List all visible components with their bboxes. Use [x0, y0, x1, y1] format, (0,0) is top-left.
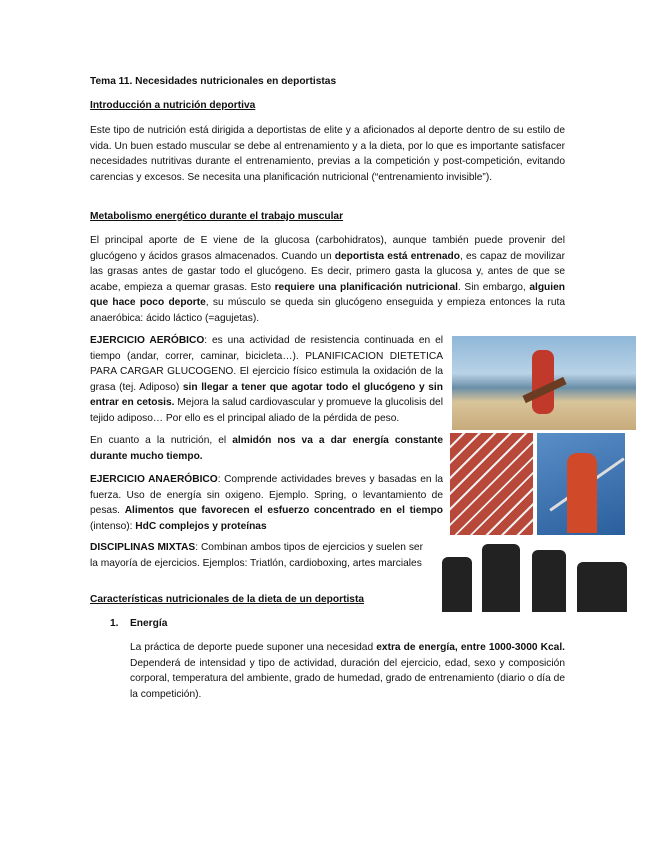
- bold-text-segment: EJERCICIO ANAERÓBICO: [90, 474, 218, 485]
- bold-text-segment: DISCIPLINAS MIXTAS: [90, 542, 196, 553]
- text-segment: Dependerá de intensidad y tipo de actividad, duración del ejercicio, edad, sexo y composición corporal, temperatura del ambiente, grado de humedad, grado de entrenamiento (diario o día de la competición).: [130, 657, 565, 700]
- paragraph-metabolismo: [90, 233, 565, 327]
- bold-text-segment: sin llegar a tener que agotar todo el glucógeno y sin entrar en cetosis.: [90, 381, 443, 409]
- bold-text-segment: EJERCICIO AERÓBICO: [90, 335, 205, 346]
- text-segment: : Comprende actividades breves y basadas en la fuerza. Uso de energía sin oxigeno. Ejemplo. Spring, o levantamiento de pesas.: [90, 474, 443, 517]
- text-segment: , su músculo se queda sin glucógeno enseguida y empieza entonces la ruta anaeróbica: ácido láctico (=agujetas).: [90, 297, 565, 324]
- text-segment: : Combinan ambos tipos de ejercicios y suelen ser la mayoría de ejercicios. Ejemplos: Triatlón, cardioboxing, artes marciales: [90, 542, 423, 569]
- javelin-thrower-photo: [537, 433, 625, 535]
- text-segment: La práctica de deporte puede suponer una necesidad: [130, 642, 377, 653]
- list-title-energia: Energía: [130, 618, 168, 629]
- text-segment: . Sin embargo,: [457, 281, 530, 293]
- bold-text-segment: HdC complejos y proteínas: [135, 520, 267, 532]
- text-segment: , es capaz de movilizar las grasas antes de gastar todo el glucógeno. Es decir, primero gasta la glucosa y, antes de que se acabe, empieza a quemar grasas. Esto: [90, 250, 565, 293]
- text-segment: Mejora la salud cardiovascular y promueve la glucolisis del tejido adiposo… Por ello es el principal aliado de la pérdida de peso.: [90, 397, 443, 424]
- bold-text-segment: almidón nos va a dar energía constante durante mucho tiempo.: [90, 435, 443, 462]
- paragraph-aerobico-nutricion: [90, 433, 443, 464]
- paragraph-aerobico: [90, 333, 443, 427]
- paragraph-introduccion: [90, 123, 565, 185]
- martial-arts-photo: [432, 540, 636, 612]
- paragraph-energia: [130, 640, 565, 702]
- track-hurdles-photo: [450, 433, 533, 535]
- bold-text-segment: requiere una planificación nutricional: [274, 281, 458, 293]
- list-number: 1.: [110, 618, 119, 629]
- bold-text-segment: Tema 11.: [90, 76, 136, 87]
- bold-text-segment: extra de energía, entre 1000-3000 Kcal.: [376, 642, 565, 653]
- bold-text-segment: Necesidades nutricionales en deportistas: [135, 76, 337, 87]
- runner-photo: [452, 336, 636, 430]
- document-title: [90, 74, 570, 90]
- bold-text-segment: alguien que hace poco deporte: [90, 281, 565, 309]
- text-segment: Este tipo de nutrición está dirigida a deportistas de elite y a aficionados al deporte dentro de su estilo de vida. Un buen estado muscular se debe al entrenamiento y a la dieta, por lo que es importante satisfacer necesidades nutritivas durante el entrenamiento, previas a la competición y post-competición, evitando carencias y excesos. Se necesita una planificación nutricional (“entrenamiento invisible”).: [90, 125, 565, 183]
- text-segment: (intenso):: [90, 520, 136, 532]
- heading-introduccion: Introducción a nutrición deportiva: [90, 100, 256, 111]
- heading-caracteristicas: Características nutricionales de la dieta de un deportista: [90, 594, 365, 605]
- text-segment: El principal aporte de E viene de la glucosa (carbohidratos), aunque también puede provenir del glucógeno y ácidos grasos almacenados. Cuando un: [90, 235, 565, 262]
- heading-metabolismo: Metabolismo energético durante el trabajo muscular: [90, 211, 344, 222]
- text-segment: : es una actividad de resistencia continuada en el tiempo (andar, correr, caminar, bicicleta…). PLANIFICACION DIETETICA PARA CARGAR GLUCOGENO. El ejercicio físico estimula la oxidación de la grasa (tej. Adiposo): [90, 335, 443, 393]
- paragraph-anaerobico: [90, 472, 443, 534]
- bold-text-segment: deportista está entrenado: [334, 250, 461, 262]
- paragraph-mixtas: [90, 540, 423, 571]
- bold-text-segment: Alimentos que favorecen el esfuerzo concentrado en el tiempo: [124, 505, 443, 517]
- text-segment: En cuanto a la nutrición, el: [90, 435, 233, 446]
